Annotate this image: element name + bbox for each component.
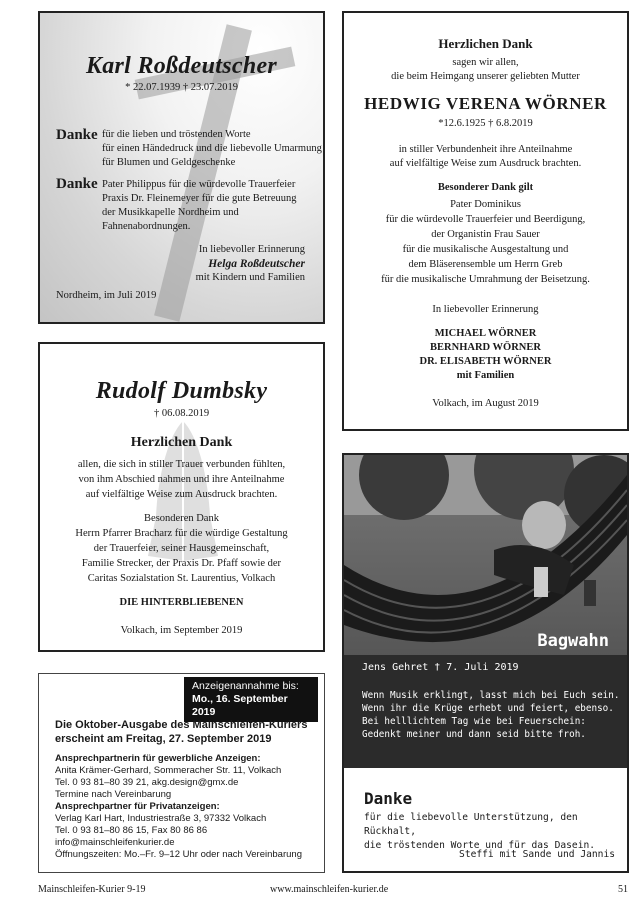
- place-date: Volkach, im September 2019: [120, 625, 243, 636]
- text-line: auf vielfältige Weise zum Ausdruck brachten.: [389, 158, 582, 169]
- special-thanks-list: Herrn Pfarrer Bracharz für die würdige Gestaltung der Trauerfeier, seiner Hausgemeinschaft, Familie Strecker, der Praxis Dr. Pfaff sowie der Caritas Sozialstation St. Laurentius, Volkach: [75, 528, 288, 584]
- footer-publication: Mainschleifen-Kurier 9-19: [38, 884, 146, 895]
- memory-line: In liebevoller Erinnerung: [432, 304, 539, 315]
- nickname: Bagwahn: [537, 631, 609, 651]
- deceased-name: Rudolf Dumbsky: [95, 378, 268, 404]
- danke-lines: für die liebevolle Unterstützung, den Rückhalt, die tröstenden Worte und für das Dasein.: [364, 812, 596, 851]
- danke-word: Danke: [56, 127, 98, 143]
- danke-block-1: für die lieben und tröstenden Worte für einen Händedruck und die liebevolle Umarmung für Blumen und Geldgeschenke: [102, 129, 322, 168]
- footer-website[interactable]: www.mainschleifen-kurier.de: [270, 884, 389, 895]
- signature-block: In liebevoller Erinnerung Helga Roßdeutscher mit Kindern und Familien: [195, 244, 305, 283]
- heading: Herzlichen Dank: [130, 435, 233, 450]
- text-line: in stiller Verbundenheit ihre Anteilnahme: [398, 144, 573, 155]
- obituary-karl: [38, 11, 325, 324]
- name-dates: Jens Gehret † 7. Juli 2019: [362, 662, 519, 673]
- contacts: Ansprechpartnerin für gewerbliche Anzeigen: Anita Krämer-Gerhard, Sommeracher Str. 11, Volkach Tel. 0 93 81–80 39 21, akg.design@gmx.de Termine nach Vereinbarung Ansprechpartner für Privatanzeigen: Verlag Karl Hart, Industriestraße 3, 97332 Volkach Tel. 0 93 81–80 86 15, Fax 80 86 86 info@mainschleifenkurier.de Öffnungszeiten: Mo.–Fr. 9–12 Uhr oder nach Vereinbarung: [55, 753, 302, 860]
- danke-block-2: Pater Philippus für die würdevolle Trauerfeier Praxis Dr. Fleinemeyer für die gute Betreuung der Musikkapelle Nordheim und Fahnenabordnungen.: [102, 179, 297, 232]
- signers: DIE HINTERBLIEBENEN: [119, 597, 244, 608]
- signers: Steffi mit Sande und Jannis: [459, 849, 615, 860]
- place-date: Nordheim, im Juli 2019: [56, 290, 157, 301]
- life-dates: *12.6.1925 † 6.8.2019: [438, 118, 533, 129]
- place-date: Volkach, im August 2019: [432, 398, 539, 409]
- signers: MICHAEL WÖRNER BERNHARD WÖRNER DR. ELISABETH WÖRNER mit Familien: [419, 328, 552, 381]
- special-thanks-list: Pater Dominikus für die würdevolle Trauerfeier und Beerdigung, der Organistin Frau Sauer für die musikalische Ausgestaltung und dem Bläserensemble um Herrn Greb für die musikalische Umrahmung der Beisetzung.: [381, 199, 590, 285]
- danke-word: Danke: [56, 176, 98, 192]
- poem: Wenn Musik erklingt, lasst mich bei Euch sein. Wenn ihr die Krüge erhebt und feiert, ebenso. Bei helllichtem Tag wie bei Feuerschein: Gedenkt meiner und dann seid bitte froh.: [362, 690, 620, 740]
- intro-line: die beim Heimgang unserer geliebten Mutter: [391, 71, 580, 82]
- hammock-photo: [344, 455, 627, 768]
- heading: Herzlichen Dank: [438, 36, 533, 51]
- intro-line: sagen wir allen,: [452, 57, 519, 68]
- page-number: 51: [618, 884, 628, 895]
- ad-info-box: [38, 673, 325, 873]
- deadline-badge: Anzeigenannahme bis: Mo., 16. September 2019: [184, 677, 318, 722]
- special-thanks-heading: Besonderen Dank: [144, 513, 219, 524]
- headline: Die Oktober-Ausgabe des Mainschleifen-Kuriers erscheint am Freitag, 27. September 2019: [55, 719, 308, 745]
- deceased-name: Karl Roßdeutscher: [85, 53, 278, 79]
- death-date: † 06.08.2019: [153, 408, 210, 419]
- obituary-hedwig: [342, 11, 629, 431]
- obituary-rudolf: [38, 342, 325, 652]
- special-thanks-heading: Besonderer Dank gilt: [437, 182, 534, 193]
- obituary-bagwahn: [342, 453, 629, 873]
- thanks-text: allen, die sich in stiller Trauer verbunden fühlten, von ihm Abschied nahmen und ihre Anteilnahme auf vielfältige Weise zum Ausdruck brachten.: [77, 459, 286, 500]
- deceased-name: HEDWIG VERENA WÖRNER: [364, 94, 607, 113]
- life-dates: * 22.07.1939 † 23.07.2019: [125, 82, 238, 93]
- danke-word: Danke: [364, 789, 413, 808]
